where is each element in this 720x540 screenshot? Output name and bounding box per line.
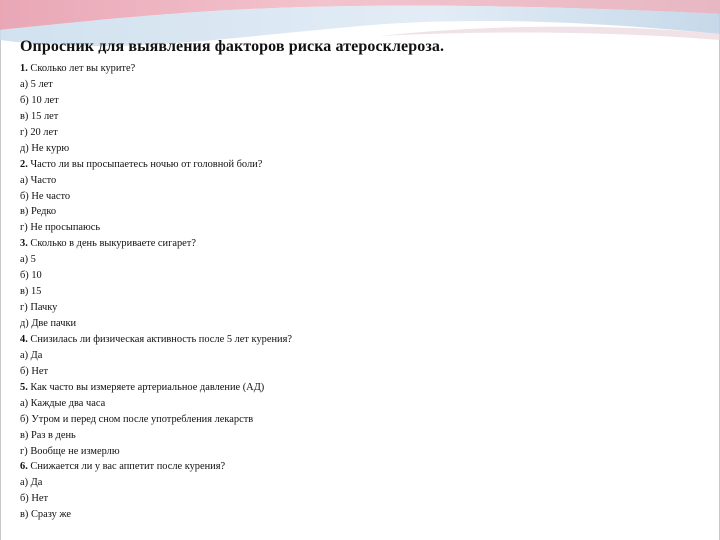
answer-option: а) Да xyxy=(20,349,43,361)
answer-option: в) Раз в день xyxy=(20,429,76,441)
question-6: 6. Снижается ли у вас аппетит после курения? xyxy=(20,461,226,473)
question-1: 1. Сколько лет вы курите? xyxy=(20,63,136,74)
answer-option: д) Две пачки xyxy=(20,318,77,329)
answer-option: а) 5 лет xyxy=(20,78,53,90)
answer-option: г) Пачку xyxy=(20,302,58,314)
answer-option: а) Да xyxy=(20,477,43,489)
answer-option: б) Нет xyxy=(20,365,49,377)
answer-option: а) Каждые два часа xyxy=(20,397,106,409)
question-3: 3. Сколько в день выкуриваете сигарет? xyxy=(20,238,196,250)
answer-option: г) 20 лет xyxy=(20,126,58,138)
answer-option: в) 15 xyxy=(20,286,42,298)
answer-option: б) Не часто xyxy=(20,190,71,202)
answer-option: б) 10 лет xyxy=(20,94,59,106)
answer-option: в) 15 лет xyxy=(20,110,59,122)
answer-option: д) Не курю xyxy=(20,142,70,154)
question-2: 2. Часто ли вы просыпаетесь ночью от головной боли? xyxy=(20,158,263,170)
answer-option: б) Нет xyxy=(20,493,49,505)
answer-option: г) Вообще не измерлю xyxy=(20,445,120,457)
answer-option: а) Часто xyxy=(20,174,57,186)
answer-option: в) Сразу же xyxy=(20,509,72,521)
answer-option: б) Утром и перед сном после употребления лекарств xyxy=(20,413,254,425)
answer-option: а) 5 xyxy=(20,254,36,266)
answer-option: г) Не просыпаюсь xyxy=(20,222,101,234)
question-4: 4. Снизилась ли физическая активность после 5 лет курения? xyxy=(20,333,292,345)
answer-option: б) 10 xyxy=(20,270,42,282)
answer-option: в) Редко xyxy=(20,206,57,218)
question-5: 5. Как часто вы измеряете артериальное давление (АД) xyxy=(20,381,265,393)
questionnaire xyxy=(20,61,700,523)
document-title: Опросник для выявления факторов риска атеросклероза. xyxy=(20,38,445,55)
